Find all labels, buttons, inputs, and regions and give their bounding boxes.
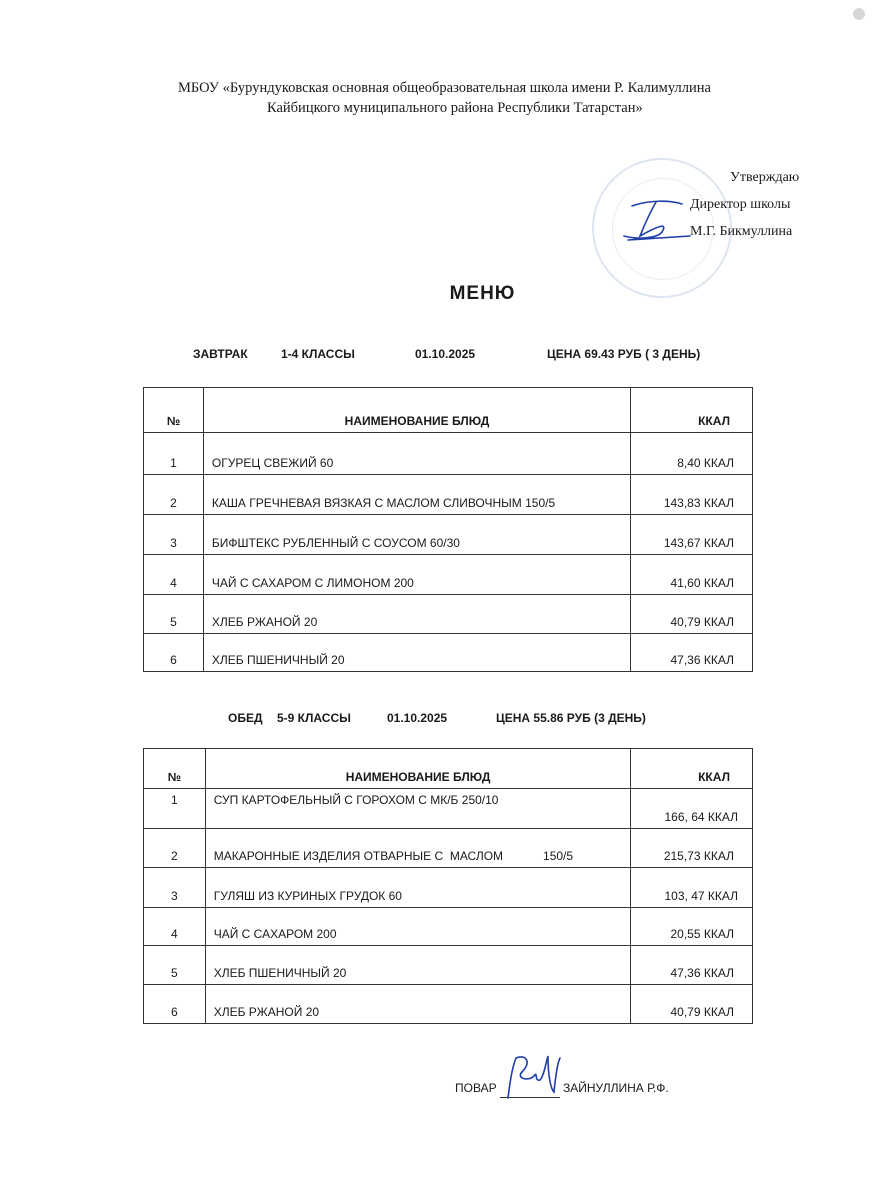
row-dish: ХЛЕБ ПШЕНИЧНЫЙ 20 xyxy=(205,946,631,985)
approve-label: Утверждаю xyxy=(730,170,800,185)
row-dish: ЧАЙ С САХАРОМ 200 xyxy=(205,908,631,946)
breakfast-price: ЦЕНА 69.43 РУБ ( 3 ДЕНЬ) xyxy=(547,347,701,361)
breakfast-table xyxy=(143,387,753,672)
menu-title: МЕНЮ xyxy=(449,283,516,304)
header-num: № xyxy=(144,749,206,789)
breakfast-date: 01.10.2025 xyxy=(415,347,476,361)
row-kcal: 47,36 ККАЛ xyxy=(631,946,753,985)
table-row xyxy=(144,433,753,475)
row-dish: КАША ГРЕЧНЕВАЯ ВЯЗКАЯ С МАСЛОМ СЛИВОЧНЫМ 150/5 xyxy=(203,475,630,515)
row-num: 2 xyxy=(144,829,206,868)
row-num: 4 xyxy=(144,555,204,595)
row-kcal: 40,79 ККАЛ xyxy=(631,595,753,634)
row-dish: ОГУРЕЦ СВЕЖИЙ 60 xyxy=(203,433,630,475)
table-row xyxy=(144,555,753,595)
row-num: 1 xyxy=(144,433,204,475)
header-kcal: ККАЛ xyxy=(631,749,753,789)
row-dish: ЧАЙ С САХАРОМ С ЛИМОНОМ 200 xyxy=(203,555,630,595)
row-kcal: 47,36 ККАЛ xyxy=(631,634,753,672)
row-dish: СУП КАРТОФЕЛЬНЫЙ С ГОРОХОМ С МК/Б 250/10 xyxy=(205,789,631,829)
table-header-row xyxy=(144,388,753,433)
breakfast-meal: ЗАВТРАК xyxy=(193,347,248,361)
lunch-meal: ОБЕД xyxy=(228,711,263,725)
lunch-price: ЦЕНА 55.86 РУБ (3 ДЕНЬ) xyxy=(496,711,646,725)
school-header-line1: МБОУ «Бурундуковская основная общеобразовательная школа имени Р. Калимуллина xyxy=(178,80,711,96)
row-kcal: 8,40 ККАЛ xyxy=(631,433,753,475)
table-row xyxy=(144,789,753,829)
lunch-table xyxy=(143,748,753,1024)
cook-name: ЗАЙНУЛЛИНА Р.Ф. xyxy=(563,1081,669,1095)
row-num: 6 xyxy=(144,634,204,672)
header-num: № xyxy=(144,388,204,433)
row-num: 2 xyxy=(144,475,204,515)
table-row xyxy=(144,475,753,515)
breakfast-classes: 1-4 КЛАССЫ xyxy=(281,347,355,361)
table-header-row xyxy=(144,749,753,789)
table-row xyxy=(144,829,753,868)
school-header-line2: Кайбицкого муниципального района Республики Татарстан» xyxy=(267,100,643,116)
row-dish: ГУЛЯШ ИЗ КУРИНЫХ ГРУДОК 60 xyxy=(205,868,631,908)
table-row xyxy=(144,908,753,946)
row-kcal: 166, 64 ККАЛ xyxy=(631,789,753,829)
row-kcal: 103, 47 ККАЛ xyxy=(631,868,753,908)
row-kcal: 41,60 ККАЛ xyxy=(631,555,753,595)
cook-label: ПОВАР xyxy=(455,1081,497,1095)
table-row xyxy=(144,868,753,908)
row-num: 4 xyxy=(144,908,206,946)
table-row xyxy=(144,634,753,672)
scan-mark xyxy=(853,8,865,20)
row-num: 3 xyxy=(144,515,204,555)
table-row xyxy=(144,515,753,555)
row-num: 5 xyxy=(144,595,204,634)
header-kcal: ККАЛ xyxy=(631,388,753,433)
header-name: НАИМЕНОВАНИЕ БЛЮД xyxy=(205,749,631,789)
row-kcal: 215,73 ККАЛ xyxy=(631,829,753,868)
row-dish: МАКАРОННЫЕ ИЗДЕЛИЯ ОТВАРНЫЕ С МАСЛОМ 150/5 xyxy=(205,829,631,868)
director-position: Директор школы xyxy=(690,197,791,212)
row-num: 1 xyxy=(144,789,206,829)
header-name: НАИМЕНОВАНИЕ БЛЮД xyxy=(203,388,630,433)
lunch-date: 01.10.2025 xyxy=(387,711,448,725)
row-kcal: 20,55 ККАЛ xyxy=(631,908,753,946)
row-kcal: 40,79 ККАЛ xyxy=(631,985,753,1024)
row-num: 3 xyxy=(144,868,206,908)
row-kcal: 143,83 ККАЛ xyxy=(631,475,753,515)
row-kcal: 143,67 ККАЛ xyxy=(631,515,753,555)
director-name: М.Г. Бикмуллина xyxy=(690,224,793,239)
cook-signature xyxy=(498,1052,566,1104)
lunch-classes: 5-9 КЛАССЫ xyxy=(277,711,351,725)
table-row xyxy=(144,595,753,634)
row-num: 6 xyxy=(144,985,206,1024)
row-dish: БИФШТЕКС РУБЛЕННЫЙ С СОУСОМ 60/30 xyxy=(203,515,630,555)
row-dish: ХЛЕБ ПШЕНИЧНЫЙ 20 xyxy=(203,634,630,672)
table-row xyxy=(144,985,753,1024)
row-dish: ХЛЕБ РЖАНОЙ 20 xyxy=(205,985,631,1024)
row-dish: ХЛЕБ РЖАНОЙ 20 xyxy=(203,595,630,634)
table-row xyxy=(144,946,753,985)
row-num: 5 xyxy=(144,946,206,985)
director-signature xyxy=(618,196,698,244)
